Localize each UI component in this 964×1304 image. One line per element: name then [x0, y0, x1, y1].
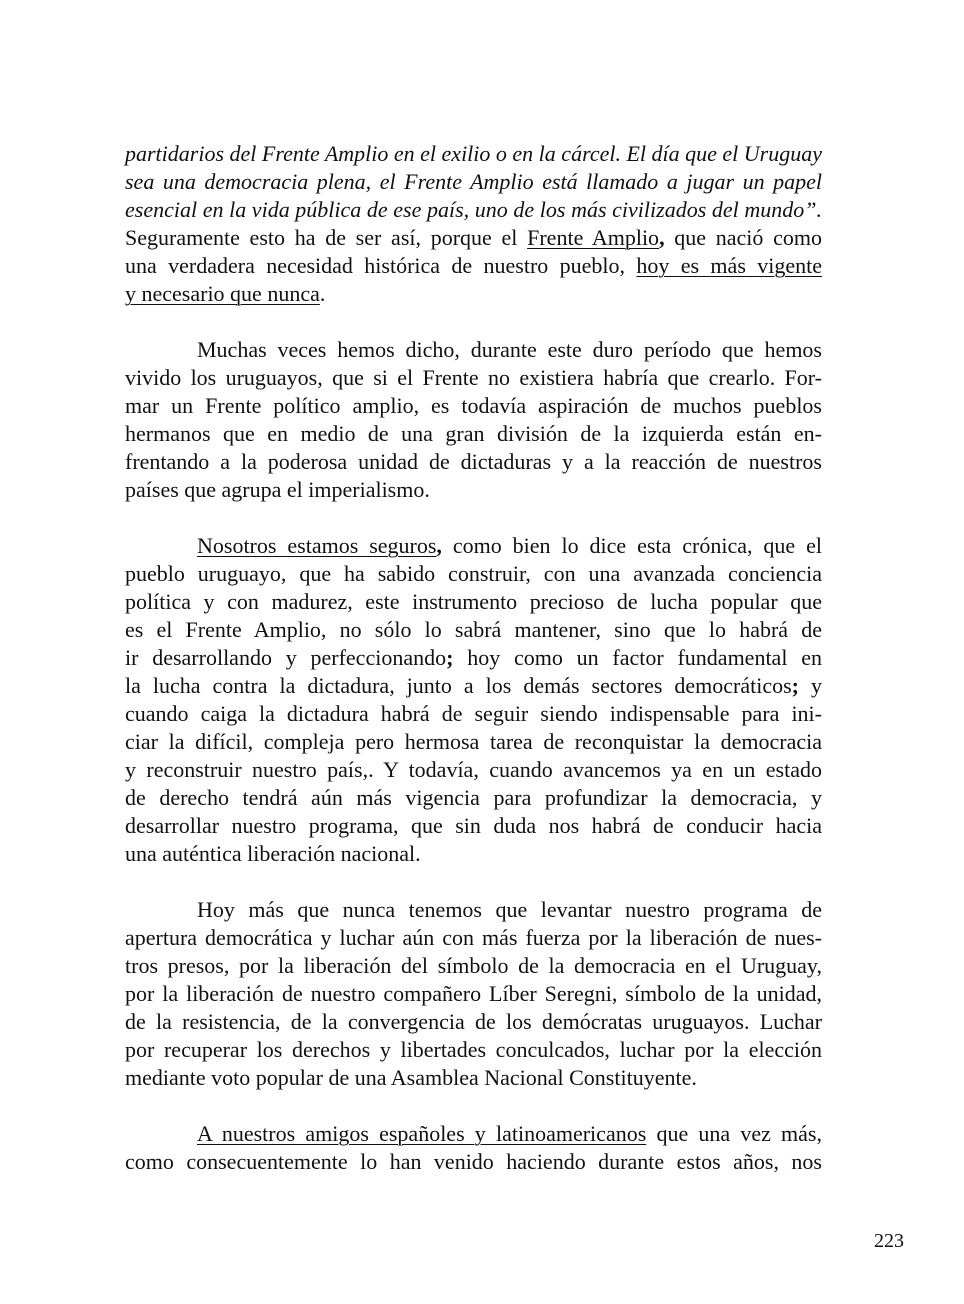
text-line — [125, 784, 822, 812]
text-run: frentando a la poderosa unidad de dictaduras y a la reacción de nuestros — [125, 449, 822, 474]
paragraph-5 — [125, 1120, 822, 1176]
text-run: Seguramente esto ha de ser así, porque el — [125, 225, 528, 250]
text-run: es el Frente Amplio, no sólo lo sabrá mantener, sino que lo habrá de — [125, 617, 822, 642]
text-line — [125, 392, 822, 420]
text-run: apertura democrática y luchar aún con más fuerza por la liberación de nues- — [125, 925, 822, 950]
paragraph-1 — [125, 140, 822, 308]
text-run: ciar la difícil, compleja pero hermosa tarea de reconquistar la democracia — [125, 729, 822, 754]
text-run: de la resistencia, de la convergencia de los demócratas uruguayos. Luchar — [125, 1009, 822, 1034]
text-run: por recuperar los derechos y libertades conculcados, luchar por la elección — [125, 1037, 822, 1062]
text-run: por la liberación de nuestro compañero Líber Seregni, símbolo de la unidad, — [125, 981, 822, 1006]
text-line — [125, 532, 822, 560]
text-line — [125, 336, 822, 364]
underlined-text: Frente Amplio — [527, 225, 660, 250]
text-line — [125, 700, 822, 728]
body-text — [125, 140, 822, 1176]
text-run: mediante voto popular de una Asamblea Nacional Constituyente. — [125, 1065, 697, 1090]
text-run: y — [799, 673, 822, 698]
paragraph-2 — [125, 336, 822, 504]
text-run: mar un Frente político amplio, es todavía aspiración de muchos pueblos — [125, 393, 822, 418]
text-line — [125, 196, 822, 224]
text-run: que nació como — [664, 225, 822, 250]
text-run: de derecho tendrá aún más vigencia para profundizar la democracia, y — [125, 785, 822, 810]
underlined-text: A nuestros amigos españoles y latinoamericanos — [197, 1121, 647, 1146]
text-line — [125, 616, 822, 644]
paragraph-4 — [125, 896, 822, 1092]
text-run: Muchas veces hemos dicho, durante este duro período que hemos — [197, 337, 822, 362]
underlined-text: hoy es más vigente — [636, 253, 822, 278]
text-line — [125, 560, 822, 588]
text-run: . — [319, 281, 326, 306]
text-line — [125, 224, 822, 252]
text-run: esencial en la vida pública de ese país, uno de los más civilizados del mundo”. — [125, 197, 822, 222]
text-line — [125, 280, 822, 308]
text-run: partidarios del Frente Amplio en el exilio o en la cárcel. El día que el Uruguay — [125, 141, 822, 166]
page-number: 223 — [874, 1230, 904, 1252]
text-line — [125, 1064, 822, 1092]
text-run: Hoy más que nunca tenemos que levantar nuestro programa de — [197, 897, 822, 922]
bold-punctuation: , — [436, 533, 442, 558]
text-line — [125, 168, 822, 196]
text-run: y reconstruir nuestro país,. Y todavía, cuando avancemos ya en un estado — [125, 757, 822, 782]
text-run: como bien lo dice esta crónica, que el — [441, 533, 822, 558]
text-line — [125, 812, 822, 840]
text-line — [125, 756, 822, 784]
text-line — [125, 476, 822, 504]
text-line — [125, 420, 822, 448]
text-line — [125, 672, 822, 700]
text-line — [125, 252, 822, 280]
text-line — [125, 728, 822, 756]
underlined-text: Nosotros estamos seguros — [197, 533, 437, 558]
text-line — [125, 1120, 822, 1148]
text-line — [125, 952, 822, 980]
bold-punctuation: ; — [791, 673, 799, 698]
text-line — [125, 1036, 822, 1064]
bold-punctuation: , — [659, 225, 665, 250]
text-run: como consecuentemente lo han venido haciendo durante estos años, nos — [125, 1149, 822, 1174]
underlined-text: y necesario que nunca — [125, 281, 320, 306]
text-line — [125, 588, 822, 616]
text-run: que una vez más, — [646, 1121, 822, 1146]
text-run: una verdadera necesidad histórica de nuestro pueblo, — [125, 253, 637, 278]
text-run: tros presos, por la liberación del símbolo de la democracia en el Uruguay, — [125, 953, 822, 978]
text-line — [125, 840, 822, 868]
text-run: países que agrupa el imperialismo. — [125, 477, 430, 502]
text-line — [125, 448, 822, 476]
text-line — [125, 644, 822, 672]
text-run: ir desarrollando y perfeccionando — [125, 645, 447, 670]
text-run: una auténtica liberación nacional. — [125, 841, 421, 866]
bold-punctuation: ; — [446, 645, 454, 670]
text-run: desarrollar nuestro programa, que sin duda nos habrá de conducir hacia — [125, 813, 822, 838]
text-run: hoy como un factor fundamental en — [453, 645, 822, 670]
text-run: la lucha contra la dictadura, junto a los demás sectores democráticos — [125, 673, 792, 698]
text-run: hermanos que en medio de una gran división de la izquierda están en- — [125, 421, 822, 446]
text-line — [125, 1148, 822, 1176]
text-run: cuando caiga la dictadura habrá de seguir siendo indispensable para ini- — [125, 701, 822, 726]
text-line — [125, 140, 822, 168]
text-line — [125, 364, 822, 392]
text-line — [125, 1008, 822, 1036]
text-run: vivido los uruguayos, que si el Frente no existiera habría que crearlo. For- — [125, 365, 822, 390]
text-run: política y con madurez, este instrumento precioso de lucha popular que — [125, 589, 822, 614]
text-run: sea una democracia plena, el Frente Amplio está llamado a jugar un papel — [125, 169, 822, 194]
text-line — [125, 924, 822, 952]
paragraph-3 — [125, 532, 822, 868]
text-run: pueblo uruguayo, que ha sabido construir, con una avanzada conciencia — [125, 561, 822, 586]
text-line — [125, 896, 822, 924]
text-line — [125, 980, 822, 1008]
